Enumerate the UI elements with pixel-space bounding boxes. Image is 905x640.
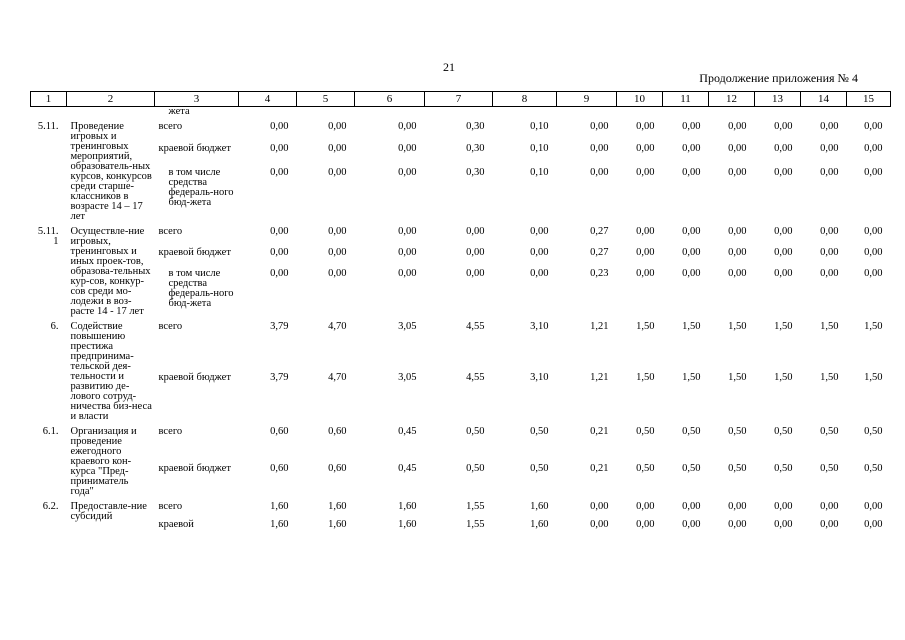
table-row	[31, 160, 891, 222]
table-row	[31, 136, 891, 159]
value-cell: 0,00	[774, 246, 793, 258]
value-cell: 0,00	[398, 226, 417, 237]
value-cell: 0,00	[682, 501, 701, 512]
table-row	[31, 497, 891, 512]
value-cell: 0,00	[682, 246, 701, 258]
empty-cell	[31, 107, 67, 118]
value-cell: 1,50	[682, 321, 701, 332]
value-cell: 0,00	[270, 226, 289, 237]
value-cell: 0,00	[728, 121, 747, 132]
carryover-text: жета	[168, 106, 190, 117]
empty-cell	[557, 107, 617, 118]
value-cell: 3,79	[270, 371, 289, 383]
value-cell: 0,00	[590, 166, 609, 178]
value-cell: 0,00	[864, 226, 883, 237]
value-cell: 0,00	[682, 143, 701, 155]
value-cell: 0,00	[270, 246, 289, 258]
value-cell: 1,50	[636, 321, 655, 332]
value-cell: 1,60	[398, 501, 417, 512]
value-cell: 0,00	[820, 143, 839, 155]
value-cell: 0,00	[636, 121, 655, 132]
funding-source: краевой бюджет	[158, 143, 231, 155]
value-cell: 1,50	[864, 371, 883, 383]
empty-cell	[617, 107, 663, 118]
value-cell: 0,00	[682, 267, 701, 279]
table-header	[31, 92, 891, 107]
value-cell: 0,60	[328, 463, 347, 475]
value-cell: 0,00	[398, 121, 417, 132]
row-name: Предоставле-ние субсидий	[70, 501, 147, 522]
value-cell: 0,45	[398, 426, 417, 437]
value-cell: 0,00	[466, 246, 485, 258]
value-cell: 0,00	[270, 267, 289, 279]
value-cell: 3,79	[270, 321, 289, 332]
funding-source: в том числе средства федераль-ного бюд-жета	[168, 166, 234, 208]
value-cell: 0,00	[328, 246, 347, 258]
value-cell: 0,00	[774, 501, 793, 512]
row-index: 6.1.	[42, 426, 59, 437]
value-cell: 0,45	[398, 463, 417, 475]
empty-cell	[709, 107, 755, 118]
value-cell: 0,30	[466, 166, 485, 178]
value-cell: 1,21	[590, 371, 609, 383]
value-cell: 0,00	[682, 226, 701, 237]
value-cell: 0,00	[820, 246, 839, 258]
value-cell: 0,00	[864, 166, 883, 178]
funding-source: всего	[158, 226, 183, 237]
funding-source: краевой бюджет	[158, 246, 231, 258]
header-cell: 5	[297, 92, 355, 107]
table-row	[31, 240, 891, 261]
value-cell: 3,10	[530, 371, 549, 383]
value-cell: 0,00	[270, 143, 289, 155]
value-cell: 0,50	[864, 426, 883, 437]
value-cell: 0,50	[774, 426, 793, 437]
row-name: Проведение игровых и тренинговых мероприятий, образователь-ных курсов, конкурсов среди старше-классников в возрасте 14 – 17 лет	[70, 121, 152, 222]
appendix-caption: Продолжение приложения № 4	[699, 71, 858, 85]
header-cell: 4	[239, 92, 297, 107]
value-cell: 0,00	[636, 267, 655, 279]
funding-source: всего	[158, 121, 183, 132]
header-cell: 2	[67, 92, 155, 107]
value-cell: 0,00	[466, 267, 485, 279]
value-cell: 0,00	[774, 121, 793, 132]
value-cell: 1,50	[728, 321, 747, 332]
value-cell: 0,00	[864, 143, 883, 155]
value-cell: 4,55	[466, 371, 485, 383]
value-cell: 1,50	[728, 371, 747, 383]
value-cell: 0,00	[728, 501, 747, 512]
value-cell: 1,50	[864, 321, 883, 332]
value-cell: 0,00	[728, 143, 747, 155]
value-cell: 0,00	[728, 226, 747, 237]
value-cell: 1,60	[530, 501, 549, 512]
funding-source: краевой бюджет	[158, 371, 231, 383]
value-cell: 1,60	[398, 519, 417, 530]
empty-cell	[663, 107, 709, 118]
value-cell: 0,60	[270, 426, 289, 437]
row-name: Организация и проведение ежегодного краевого кон-курса "Пред-приниматель года"	[70, 426, 137, 497]
value-cell: 0,30	[466, 143, 485, 155]
value-cell: 3,10	[530, 321, 549, 332]
value-cell: 3,05	[398, 321, 417, 332]
funding-source: в том числе средства федераль-ного бюд-жета	[168, 267, 234, 309]
value-cell: 0,50	[530, 463, 549, 475]
value-cell: 1,55	[466, 501, 485, 512]
value-cell: 4,55	[466, 321, 485, 332]
value-cell: 0,50	[530, 426, 549, 437]
value-cell: 0,00	[682, 121, 701, 132]
value-cell: 0,50	[728, 463, 747, 475]
value-cell: 0,00	[328, 267, 347, 279]
header-cell: 1	[31, 92, 67, 107]
empty-cell	[425, 107, 493, 118]
row-name: Осуществле-ние игровых, тренинговых и иных проек-тов, образова-тельных кур-сов, конкур-сов среди мо-лодежи в воз-расте 14 - 17 лет	[70, 226, 151, 317]
table-body	[31, 107, 891, 531]
value-cell: 1,50	[820, 321, 839, 332]
header-cell: 8	[493, 92, 557, 107]
value-cell: 0,00	[636, 166, 655, 178]
value-cell: 0,00	[398, 166, 417, 178]
value-cell: 0,00	[820, 226, 839, 237]
value-cell: 0,00	[328, 226, 347, 237]
header-cell: 11	[663, 92, 709, 107]
empty-cell	[355, 107, 425, 118]
empty-cell	[801, 107, 847, 118]
value-cell: 0,00	[590, 501, 609, 512]
header-cell: 15	[847, 92, 891, 107]
header-cell: 9	[557, 92, 617, 107]
value-cell: 1,50	[820, 371, 839, 383]
value-cell: 1,60	[328, 519, 347, 530]
value-cell: 0,00	[636, 519, 655, 530]
table-row	[31, 365, 891, 422]
value-cell: 0,50	[636, 426, 655, 437]
value-cell: 1,50	[774, 371, 793, 383]
value-cell: 0,00	[636, 246, 655, 258]
value-cell: 0,00	[864, 501, 883, 512]
header-cell: 14	[801, 92, 847, 107]
value-cell: 0,60	[270, 463, 289, 475]
value-cell: 0,00	[864, 121, 883, 132]
value-cell: 0,00	[820, 501, 839, 512]
empty-cell	[67, 107, 155, 118]
value-cell: 0,00	[530, 267, 549, 279]
value-cell: 0,50	[466, 463, 485, 475]
value-cell: 0,00	[820, 519, 839, 530]
value-cell: 0,30	[466, 121, 485, 132]
value-cell: 0,00	[728, 166, 747, 178]
header-cell: 12	[709, 92, 755, 107]
table-row	[31, 117, 891, 136]
row-index: 5.11. 1	[37, 226, 59, 247]
value-cell: 0,23	[590, 267, 609, 279]
empty-cell	[493, 107, 557, 118]
value-cell: 0,00	[328, 166, 347, 178]
value-cell: 0,00	[466, 226, 485, 237]
header-cell: 7	[425, 92, 493, 107]
funding-source: краевой	[158, 519, 194, 530]
value-cell: 0,10	[530, 166, 549, 178]
page-number: 21	[443, 60, 455, 74]
value-cell: 0,27	[590, 246, 609, 258]
table-row	[31, 456, 891, 497]
value-cell: 1,21	[590, 321, 609, 332]
empty-cell	[847, 107, 891, 118]
row-index: 6.	[50, 321, 59, 332]
value-cell: 0,00	[774, 267, 793, 279]
value-cell: 4,70	[328, 321, 347, 332]
value-cell: 0,50	[774, 463, 793, 475]
value-cell: 0,00	[774, 519, 793, 530]
value-cell: 0,50	[682, 463, 701, 475]
value-cell: 0,00	[328, 143, 347, 155]
table-row	[31, 317, 891, 365]
value-cell: 0,00	[636, 143, 655, 155]
value-cell: 0,00	[682, 166, 701, 178]
value-cell: 0,00	[530, 226, 549, 237]
value-cell: 0,21	[590, 463, 609, 475]
value-cell: 0,00	[820, 267, 839, 279]
value-cell: 0,50	[682, 426, 701, 437]
table-row	[31, 222, 891, 240]
value-cell: 0,00	[590, 143, 609, 155]
value-cell: 1,60	[530, 519, 549, 530]
value-cell: 0,00	[682, 519, 701, 530]
row-name: Содействие повышению престижа предпринима-тельской дея-тельности и развитию де-лового сотруд-ничества биз-неса и власти	[70, 321, 152, 422]
value-cell: 0,60	[328, 426, 347, 437]
header-cell: 13	[755, 92, 801, 107]
value-cell: 0,00	[820, 166, 839, 178]
value-cell: 1,50	[774, 321, 793, 332]
value-cell: 1,55	[466, 519, 485, 530]
value-cell: 1,60	[328, 501, 347, 512]
table-row	[31, 512, 891, 530]
value-cell: 1,50	[682, 371, 701, 383]
value-cell: 4,70	[328, 371, 347, 383]
value-cell: 0,00	[864, 267, 883, 279]
value-cell: 0,00	[590, 519, 609, 530]
table-row	[31, 261, 891, 317]
value-cell: 0,00	[864, 246, 883, 258]
value-cell: 0,00	[398, 246, 417, 258]
value-cell: 0,00	[398, 267, 417, 279]
value-cell: 0,00	[398, 143, 417, 155]
value-cell: 0,00	[774, 143, 793, 155]
value-cell: 0,00	[530, 246, 549, 258]
value-cell: 0,50	[820, 463, 839, 475]
table-row	[31, 422, 891, 456]
value-cell: 1,60	[270, 519, 289, 530]
value-cell: 1,60	[270, 501, 289, 512]
value-cell: 0,00	[728, 246, 747, 258]
value-cell: 3,05	[398, 371, 417, 383]
empty-cell	[297, 107, 355, 118]
header-cell: 6	[355, 92, 425, 107]
value-cell: 0,00	[820, 121, 839, 132]
header-cell: 10	[617, 92, 663, 107]
value-cell: 0,50	[864, 463, 883, 475]
value-cell: 0,00	[328, 121, 347, 132]
carryover-row	[31, 107, 891, 118]
value-cell: 0,50	[466, 426, 485, 437]
value-cell: 0,10	[530, 121, 549, 132]
budget-table	[30, 91, 891, 530]
value-cell: 0,00	[728, 519, 747, 530]
value-cell: 0,50	[820, 426, 839, 437]
value-cell: 0,50	[636, 463, 655, 475]
value-cell: 0,50	[728, 426, 747, 437]
value-cell: 0,00	[728, 267, 747, 279]
value-cell: 0,10	[530, 143, 549, 155]
value-cell: 0,00	[636, 226, 655, 237]
value-cell: 0,00	[774, 166, 793, 178]
funding-source: краевой бюджет	[158, 463, 231, 475]
funding-source: всего	[158, 321, 183, 332]
value-cell: 0,27	[590, 226, 609, 237]
value-cell: 0,00	[270, 166, 289, 178]
empty-cell	[755, 107, 801, 118]
value-cell: 0,00	[864, 519, 883, 530]
row-index: 6.2.	[42, 501, 59, 512]
empty-cell	[239, 107, 297, 118]
value-cell: 0,21	[590, 426, 609, 437]
funding-source: всего	[158, 426, 183, 437]
funding-source: всего	[158, 501, 183, 512]
value-cell: 0,00	[590, 121, 609, 132]
value-cell: 0,00	[270, 121, 289, 132]
value-cell: 0,00	[774, 226, 793, 237]
value-cell: 1,50	[636, 371, 655, 383]
row-index: 5.11.	[37, 121, 59, 132]
header-cell: 3	[155, 92, 239, 107]
value-cell: 0,00	[636, 501, 655, 512]
